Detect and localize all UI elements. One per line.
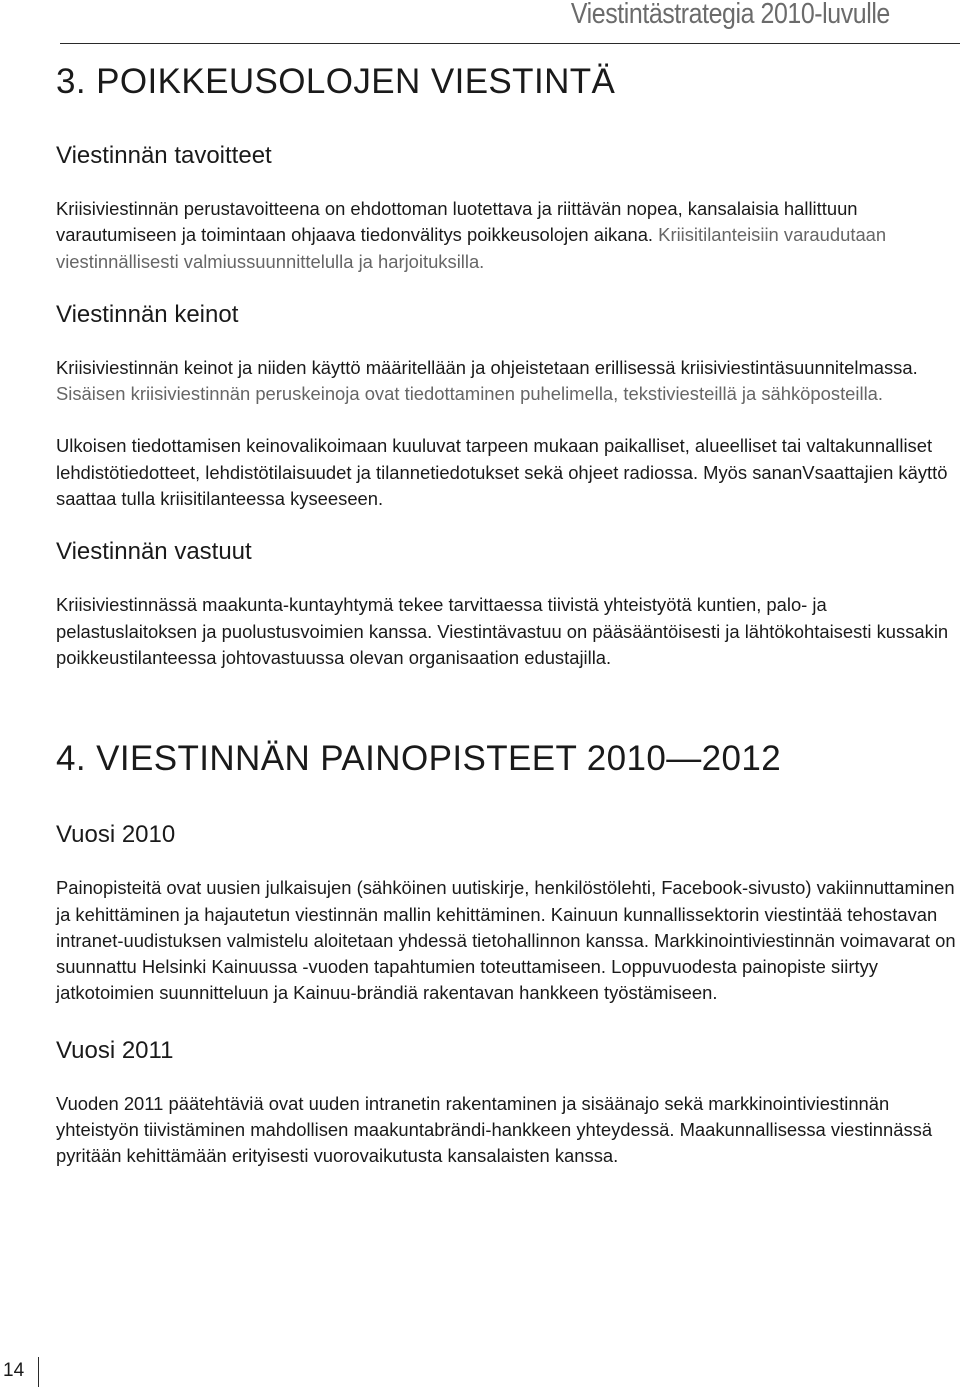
paragraph-vuosi-2011: Vuoden 2011 päätehtäviä ovat uuden intranetin rakentaminen ja sisäänajo sekä markkinointiviestinnän yhteistyön tiivistäminen mahdollisen maakuntabrändi-hankkeen yhteydessä. Maakunnallisessa viestinnässä pyritään kehittämään erityisesti vuorovaikutusta kansalaisten kanssa.: [56, 1092, 933, 1167]
section-4-heading: 4. VIESTINNÄN PAINOPISTEET 2010—2012: [56, 739, 782, 779]
paragraph-vuosi-2010: Painopisteitä ovat uusien julkaisujen (sähköinen uutiskirje, henkilöstölehti, Facebook-sivusto) vakiinnuttaminen ja kehittäminen ja hajautetun viestinnän mallin kehittäminen. Kainuun kunnallissektorin viestintää tehostavan intranet-uudistuksen valmistelu aloitetaan yhdessä tietohallinnon kanssa. Markkinointiviestinnän voimavarat on suunnattu Helsinki Kainuussa -vuoden tapahtumien toteuttamiseen. Loppuvuodesta painopiste siirtyy jatkotoimien suunnitteluun ja Kainuu-brändiä rakentavan hankkeen työstämiseen.: [56, 877, 956, 1004]
document-header-title: Viestintästrategia 2010-luvulle: [571, 0, 890, 30]
subheading-vuosi-2011: Vuosi 2011: [56, 1036, 174, 1064]
page-number-box: [0, 1357, 39, 1387]
paragraph-tavoitteet: [56, 196, 956, 275]
subheading-viestinnan-keinot: Viestinnän keinot: [56, 300, 239, 328]
section-3-heading: 3. POIKKEUSOLOJEN VIESTINTÄ: [56, 62, 616, 101]
paragraph-tavoitteet-text: Kriisiviestinnän perustavoitteena on ehdottoman luotettava ja riittävän nopea, kansalaisia hallittuun varautumiseen ja toimintaan ohjaava tiedonvälitys poikkeusolojen aikana.: [56, 198, 858, 246]
subheading-viestinnan-tavoitteet: Viestinnän tavoitteet: [56, 142, 272, 169]
header-divider: [60, 43, 960, 44]
subheading-vuosi-2010: Vuosi 2010: [56, 821, 176, 849]
paragraph-vastuut: Kriisiviestinnässä maakunta-kuntayhtymä tekee tarvittaessa tiivistä yhteistyötä kuntien, palo- ja pelastuslaitoksen ja puolustusvoimien kanssa. Viestintävastuu on pääsääntöisesti ja lähtökohtaisesti kussakin poikkeustilanteessa johtovastuussa olevan organisaation edustajilla.: [56, 594, 949, 668]
paragraph-tavoitteet-note: Kriisitilanteisiin varaudutaan viestinnällisesti valmiussuunnittelulla ja harjoituksilla.: [56, 224, 887, 272]
paragraph-keinot-1-text: Kriisiviestinnän keinot ja niiden käyttö määritellään ja ohjeistetaan erillisessä kriisiviestintäsuunnitelmassa.: [56, 356, 918, 378]
paragraph-keinot-1-note: Sisäisen kriisiviestinnän peruskeinoja ovat tiedottaminen puhelimella, tekstiviesteillä ja sähköposteilla.: [56, 383, 883, 405]
paragraph-keinot-2: Ulkoisen tiedottamisen keinovalikoimaan kuuluvat tarpeen mukaan paikalliset, alueelliset tai valtakunnalliset lehdistötiedotteet, lehdistötilaisuudet ja tilannetiedotukset sekä ohjeet radiossa. Myös sananVsaattajien käyttö saattaa tulla kriisitilanteessa kyseeseen.: [56, 435, 948, 510]
paragraph-keinot-1: [56, 355, 956, 408]
page-number: 14: [3, 1360, 25, 1381]
subheading-viestinnan-vastuut: Viestinnän vastuut: [56, 538, 252, 566]
page-content: [56, 62, 956, 1170]
